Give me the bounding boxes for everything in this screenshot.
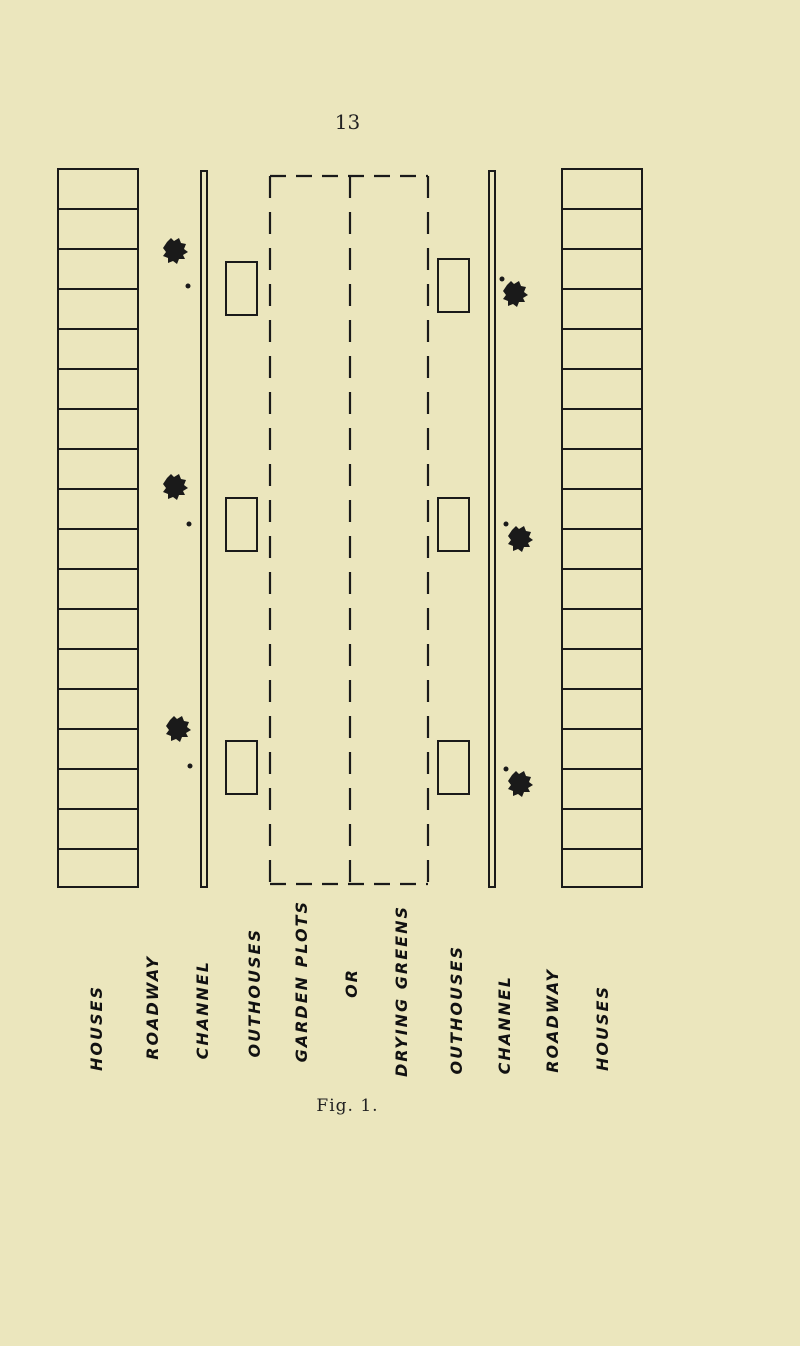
- figure-caption: Fig. 1.: [316, 1096, 379, 1116]
- label-channel-right: CHANNEL: [495, 975, 514, 1075]
- label-houses-right: HOUSES: [593, 985, 612, 1071]
- page-number: 13: [334, 110, 361, 134]
- tree-icons: [163, 238, 533, 797]
- label-outhouses-left: OUTHOUSES: [245, 928, 264, 1058]
- label-roadway-left: ROADWAY: [143, 955, 162, 1060]
- label-outhouses-right: OUTHOUSES: [447, 945, 466, 1075]
- label-houses-left: HOUSES: [87, 985, 106, 1071]
- label-drying-greens: DRYING GREENS: [392, 905, 411, 1077]
- label-garden-plots: GARDEN PLOTS: [292, 900, 311, 1063]
- label-roadway-right: ROADWAY: [543, 968, 562, 1073]
- label-channel-left: CHANNEL: [193, 960, 212, 1060]
- label-or: OR: [342, 968, 361, 998]
